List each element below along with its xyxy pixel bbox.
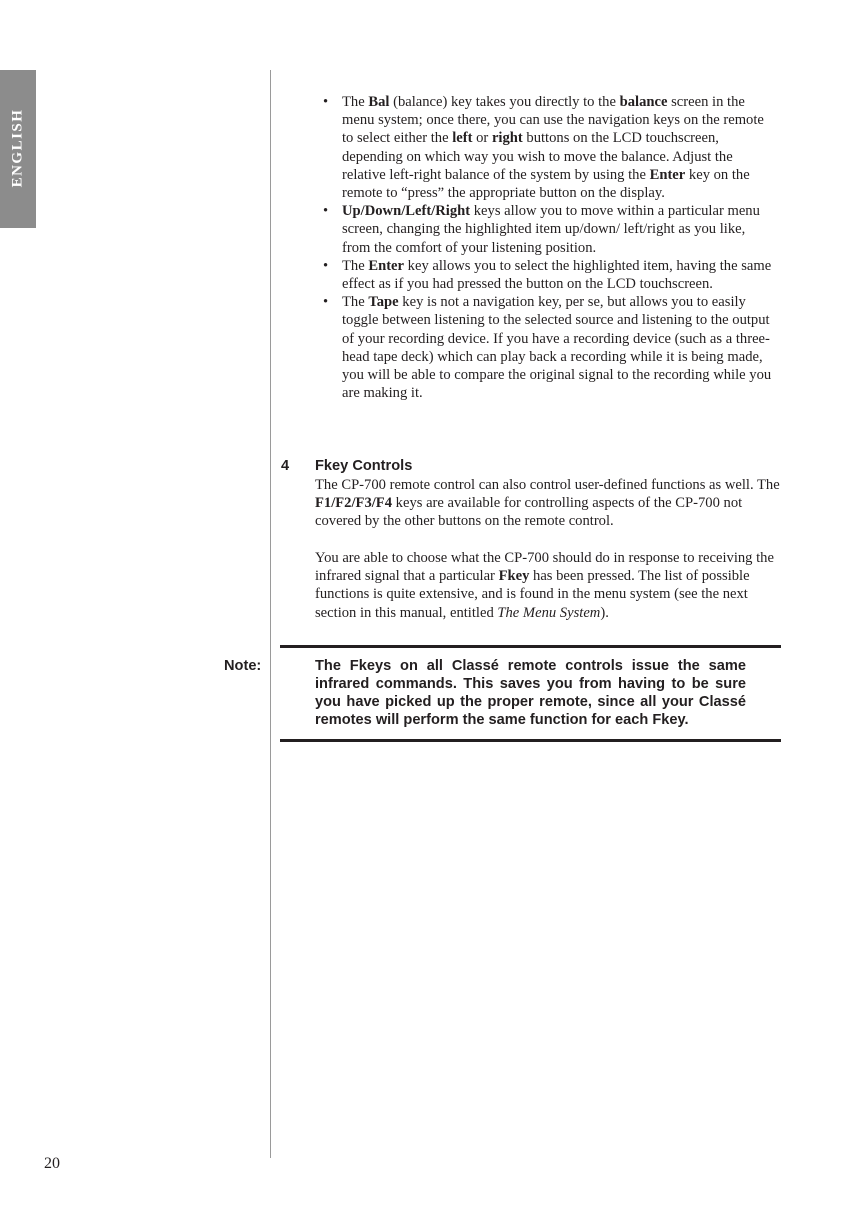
- text-run: keys are available for controlling aspects of the CP-700 not covered by the other buttons on the remote control.: [315, 495, 743, 530]
- text-run: You are able to choose what the CP-700 should do in response to receiving the infrared signal that a particular: [315, 550, 774, 585]
- bullet-item: [322, 293, 772, 402]
- bold-term: left: [452, 130, 473, 147]
- text-run: ).: [600, 604, 609, 621]
- page-number: 20: [44, 1155, 60, 1172]
- bold-term: Enter: [368, 257, 405, 274]
- note-bottom-rule: [280, 739, 781, 742]
- text-run: keys allow you to move within a particular menu screen, changing the highlighted item up/down/ left/right as you like, from the comfort of your listening position.: [342, 203, 760, 256]
- bold-term: Bal: [368, 94, 390, 110]
- bullet-text: [342, 258, 771, 292]
- bold-term: right: [491, 130, 523, 147]
- section-number: 4: [281, 458, 290, 474]
- language-tab-label: ENGLISH: [9, 108, 26, 188]
- bullet-glyph: •: [323, 257, 329, 274]
- text-run: (balance) key takes you directly to the: [389, 94, 620, 110]
- note-label: Note:: [224, 658, 262, 674]
- bullet-item: [322, 202, 772, 257]
- text-run: The: [342, 94, 369, 110]
- text-run: key is not a navigation key, per se, but allows you to easily toggle between listening to the selected source and listening to the output of your recording device. If you have a recording device (such as a three-head tape deck) which can play back a recording while it is being made, you will be able to compare the original signal to the recording while you are making it.: [342, 294, 772, 402]
- note-text: The Fkeys on all Classé remote controls issue the same infrared commands. This saves you from having to be sure you have picked up the proper remote, since all your Classé remotes will perform the same function for each Fkey.: [315, 658, 746, 728]
- text-run: or: [472, 130, 492, 147]
- text-run: buttons on the LCD touchscreen, depending on which way you wish to move the balance. Adjust the relative left-right balance of the system by using the: [342, 130, 733, 183]
- bold-term: Enter: [649, 166, 686, 183]
- column-rule: [270, 70, 271, 1158]
- bullet-text: [342, 294, 771, 401]
- text-run: screen in the menu system; once there, you can use the navigation keys on the remote to select either the: [342, 94, 764, 147]
- text-run: key on the remote to “press” the appropriate button on the display.: [342, 166, 750, 202]
- bold-term: F1/F2/F3/F4: [315, 495, 393, 512]
- bold-term: Fkey: [498, 568, 530, 585]
- section-paragraph: [315, 476, 785, 531]
- text-run: has been pressed. The list of possible functions is quite extensive, and is found in the menu system (see the next section in this manual, entitled: [315, 568, 750, 621]
- bullet-item: [322, 257, 772, 293]
- bullet-glyph: •: [323, 294, 329, 311]
- text-run: The CP-700 remote control can also control user-defined functions as well. The: [315, 477, 780, 493]
- bullet-item: [322, 93, 772, 202]
- bullet-glyph: •: [323, 203, 329, 220]
- italic-term: The Menu System: [497, 604, 601, 621]
- bullet-list: [322, 93, 772, 402]
- text-run: key allows you to select the highlighted item, having the same effect as if you had pressed the button on the LCD touchscreen.: [342, 257, 772, 293]
- bullet-text: [342, 94, 764, 201]
- section-paragraph: [315, 549, 785, 622]
- bullet-glyph: •: [323, 94, 329, 110]
- section-title: Fkey Controls: [315, 458, 413, 474]
- note-top-rule: [280, 645, 781, 648]
- text-run: The: [342, 294, 369, 311]
- text-run: The: [342, 257, 369, 274]
- bold-term: Up/Down/Left/Right: [342, 203, 471, 220]
- bullet-text: [342, 203, 760, 255]
- bold-term: Tape: [368, 294, 399, 311]
- bold-term: balance: [619, 94, 668, 110]
